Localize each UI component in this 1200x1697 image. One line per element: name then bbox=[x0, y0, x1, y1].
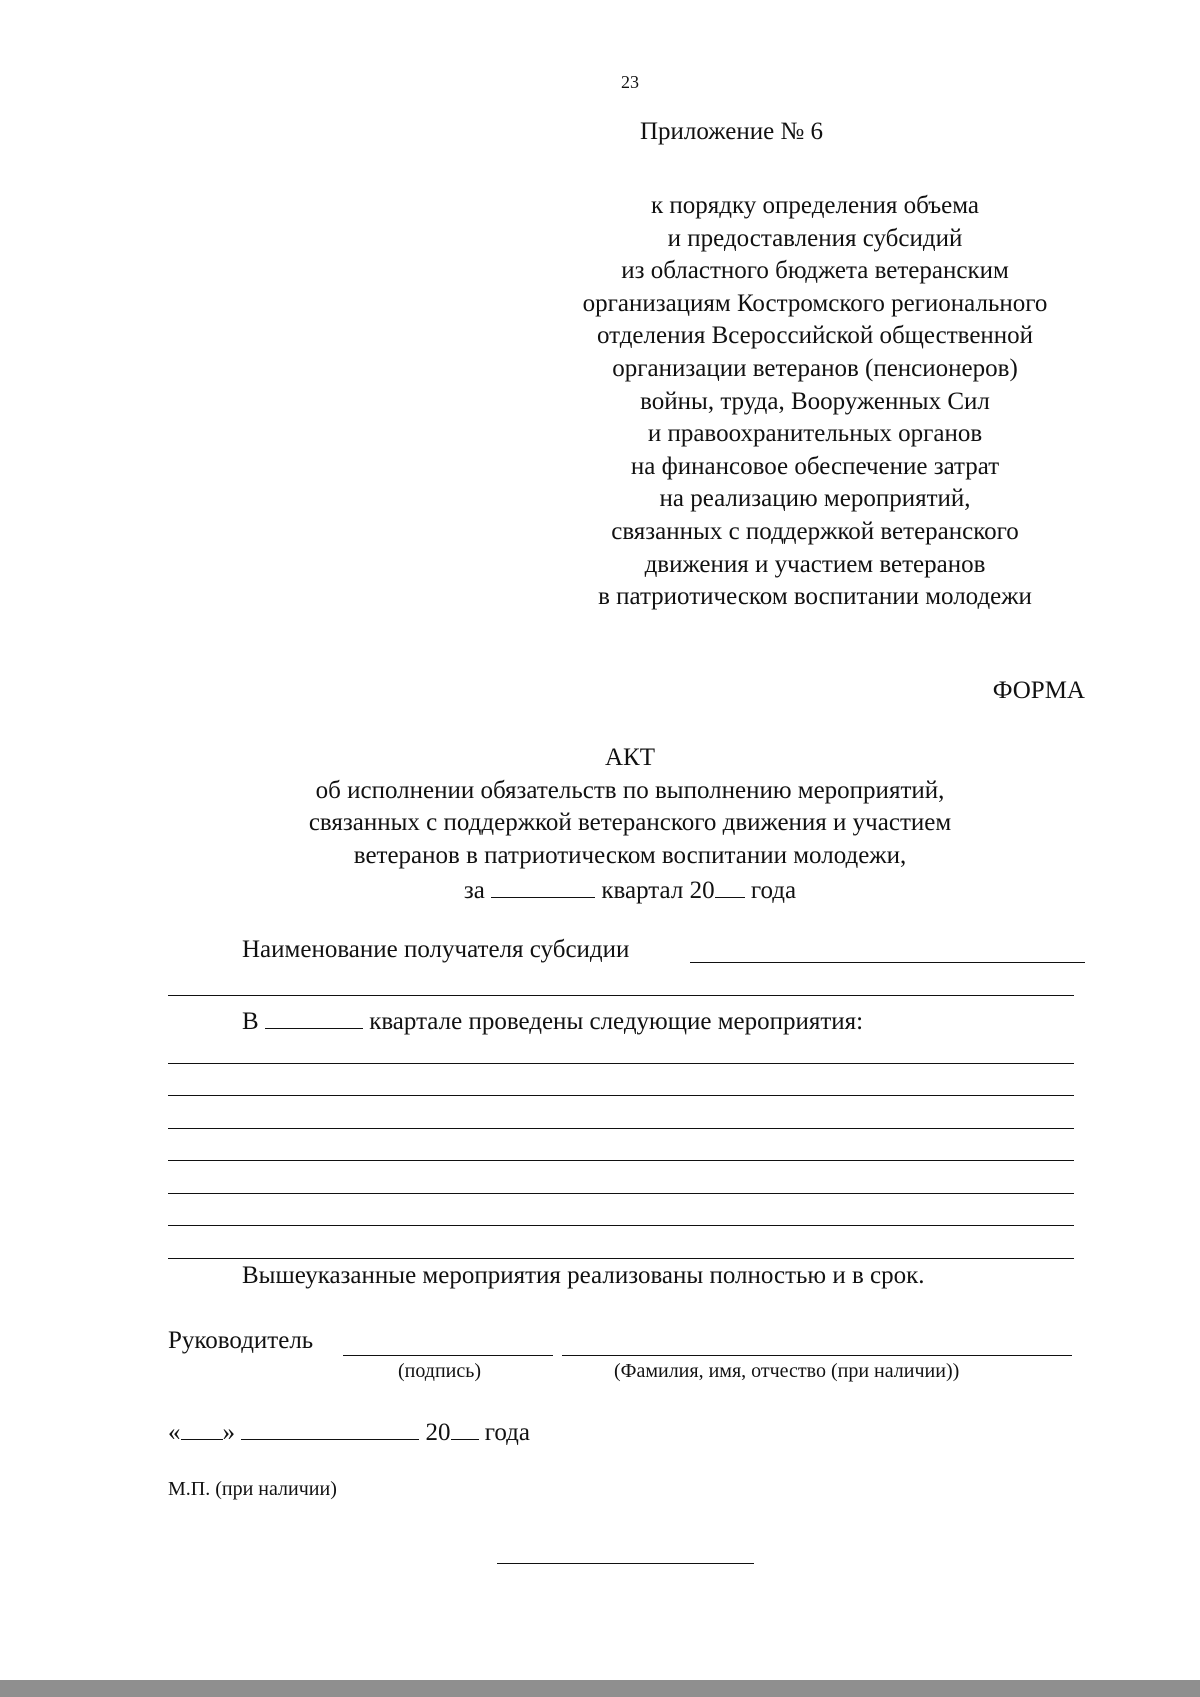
date-close-quote: » bbox=[222, 1419, 235, 1446]
act-period-line bbox=[170, 872, 1090, 908]
event-line[interactable] bbox=[168, 1095, 1074, 1096]
recipient-name-blank[interactable] bbox=[690, 962, 1085, 963]
appendix-line: из областного бюджета ветеранским bbox=[621, 257, 1009, 285]
event-line[interactable] bbox=[168, 1160, 1074, 1161]
quarter-prefix: В bbox=[242, 1008, 259, 1035]
date-year-suffix: года bbox=[484, 1419, 530, 1446]
signature-caption: (подпись) bbox=[398, 1360, 482, 1382]
recipient-name-blank-continued[interactable] bbox=[168, 995, 1074, 996]
act-subtitle-line: связанных с поддержкой ветеранского движения и участием bbox=[308, 809, 952, 837]
appendix-line: отделения Всероссийской общественной bbox=[596, 322, 1034, 350]
full-name-caption: (Фамилия, имя, отчество (при наличии)) bbox=[614, 1360, 960, 1382]
appendix-line: связанных с поддержкой ветеранского bbox=[611, 517, 1019, 545]
day-blank[interactable] bbox=[181, 1414, 223, 1440]
act-title: АКТ bbox=[605, 744, 655, 771]
month-blank[interactable] bbox=[241, 1414, 419, 1440]
appendix-line: на реализацию мероприятий, bbox=[659, 485, 971, 513]
full-name-blank[interactable] bbox=[562, 1355, 1072, 1356]
conclusion-text: Вышеуказанные мероприятия реализованы полностью и в срок. bbox=[242, 1262, 925, 1289]
act-subtitle-line: ветеранов в патриотическом воспитании молодежи, bbox=[353, 841, 907, 869]
event-line[interactable] bbox=[168, 1063, 1074, 1064]
event-line[interactable] bbox=[168, 1258, 1074, 1259]
appendix-line: организации ветеранов (пенсионеров) bbox=[612, 354, 1018, 382]
recipient-label: Наименование получателя субсидии bbox=[242, 936, 630, 963]
event-line[interactable] bbox=[168, 1225, 1074, 1226]
year-digits-blank[interactable] bbox=[715, 872, 745, 898]
appendix-line: и предоставления субсидий bbox=[667, 224, 963, 252]
date-row bbox=[168, 1414, 530, 1447]
quarter-blank[interactable] bbox=[265, 1003, 363, 1029]
appendix-line: организациям Костромского регионального bbox=[582, 289, 1048, 317]
event-line[interactable] bbox=[168, 1128, 1074, 1129]
appendix-line: движения и участием ветеранов bbox=[644, 550, 986, 578]
date-year-prefix: 20 bbox=[425, 1419, 451, 1446]
footer-separator bbox=[497, 1563, 754, 1564]
act-subtitle-line: об исполнении обязательств по выполнению мероприятий, bbox=[315, 776, 945, 804]
act-period-middle: квартал 20 bbox=[601, 877, 715, 905]
event-line[interactable] bbox=[168, 1193, 1074, 1194]
appendix-line: в патриотическом воспитании молодежи bbox=[598, 583, 1032, 611]
stamp-label: М.П. (при наличии) bbox=[168, 1478, 337, 1500]
act-period-prefix: за bbox=[463, 877, 485, 905]
quarter-number-blank[interactable] bbox=[491, 872, 595, 898]
appendix-line: на финансовое обеспечение затрат bbox=[630, 452, 1000, 480]
signature-blank[interactable] bbox=[343, 1355, 553, 1356]
quarter-suffix: квартале проведены следующие мероприятия: bbox=[369, 1008, 864, 1035]
page-bottom-edge bbox=[0, 1680, 1200, 1697]
appendix-line: к порядку определения объема bbox=[651, 192, 979, 219]
head-label: Руководитель bbox=[168, 1327, 314, 1354]
appendix-line: и правоохранительных органов bbox=[647, 420, 983, 448]
quarter-events-row bbox=[242, 1003, 863, 1036]
appendix-title: Приложение № 6 bbox=[640, 118, 824, 145]
appendix-description bbox=[540, 190, 1090, 614]
date-year-digits-blank[interactable] bbox=[451, 1414, 479, 1440]
date-open-quote: « bbox=[168, 1419, 181, 1446]
page-number: 23 bbox=[621, 72, 639, 92]
act-period-suffix: года bbox=[750, 877, 797, 905]
form-label: ФОРМА bbox=[992, 677, 1085, 704]
appendix-line: войны, труда, Вооруженных Сил bbox=[640, 387, 990, 415]
act-heading bbox=[170, 742, 1090, 908]
